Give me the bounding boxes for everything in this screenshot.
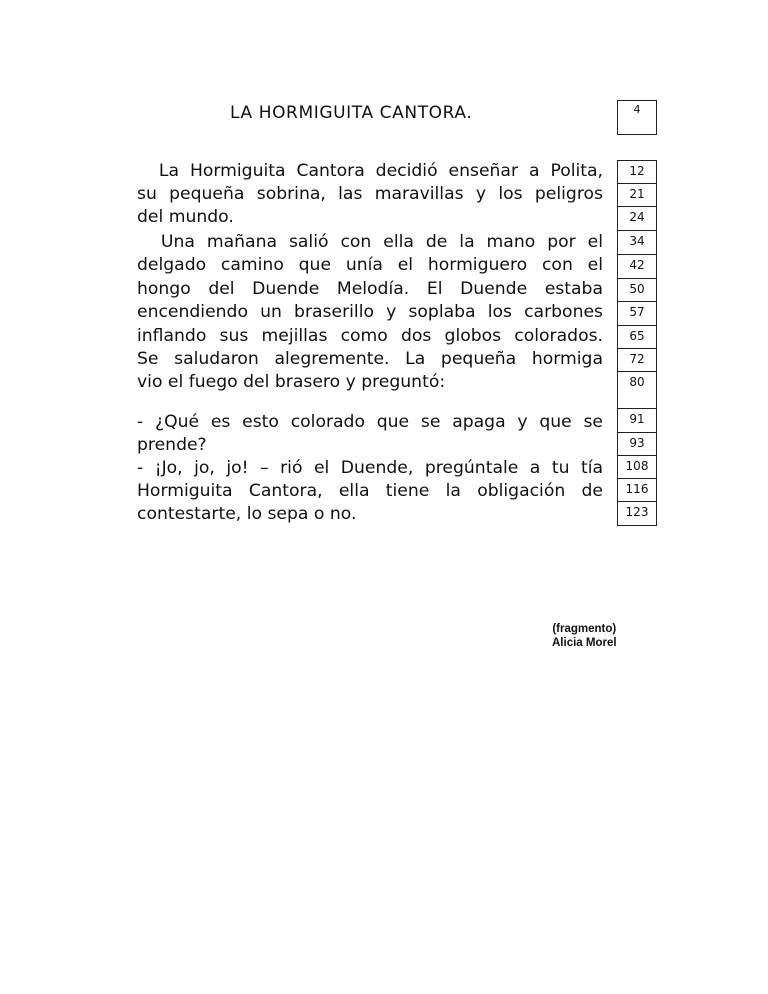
word-count-box: 91 <box>617 408 657 433</box>
credit <box>552 622 617 650</box>
author-name: Alicia Morel <box>552 637 617 649</box>
word-count-box: 24 <box>617 206 657 231</box>
word-count-box: 116 <box>617 478 657 502</box>
text-line: inflando sus mejillas como dos globos colorados. <box>137 326 603 346</box>
text-line: del mundo. <box>137 207 234 227</box>
word-count-box: 93 <box>617 432 657 456</box>
word-count-box: 21 <box>617 183 657 207</box>
word-count-box: 50 <box>617 278 657 302</box>
text-line: encendiendo un braserillo y soplaba los carbones <box>137 302 603 322</box>
story-title: LA HORMIGUITA CANTORA. <box>230 103 473 123</box>
text-line: Hormiguita Cantora, ella tiene la obligación de <box>137 481 603 501</box>
text-line: hongo del Duende Melodía. El Duende estaba <box>137 279 603 299</box>
word-count-box: 65 <box>617 325 657 349</box>
text-line: delgado camino que unía el hormiguero con el <box>137 255 603 275</box>
word-count-box: 108 <box>617 455 657 479</box>
text-line: vio el fuego del brasero y preguntó: <box>137 372 446 392</box>
title-word-count-box: 4 <box>617 100 657 135</box>
word-count-box: 34 <box>617 230 657 255</box>
text-line: Se saludaron alegremente. La pequeña hormiga <box>137 349 603 369</box>
text-line: - ¡Jo, jo, jo! – rió el Duende, pregúntale a tu tía <box>137 458 603 478</box>
text-line: prende? <box>137 435 207 455</box>
word-count-box: 72 <box>617 348 657 372</box>
word-count-box: 123 <box>617 501 657 526</box>
word-count-box: 12 <box>617 160 657 184</box>
word-count-box: 42 <box>617 254 657 279</box>
text-line: La Hormiguita Cantora decidió enseñar a Polita, <box>137 161 603 181</box>
word-count-box: 80 <box>617 371 657 409</box>
word-count-box: 57 <box>617 301 657 326</box>
text-line: su pequeña sobrina, las maravillas y los peligros <box>137 184 603 204</box>
text-line: - ¿Qué es esto colorado que se apaga y que se <box>137 412 603 432</box>
fragment-note: (fragmento) <box>552 623 617 635</box>
text-line: Una mañana salió con ella de la mano por el <box>137 232 603 252</box>
text-line: contestarte, lo sepa o no. <box>137 504 357 524</box>
